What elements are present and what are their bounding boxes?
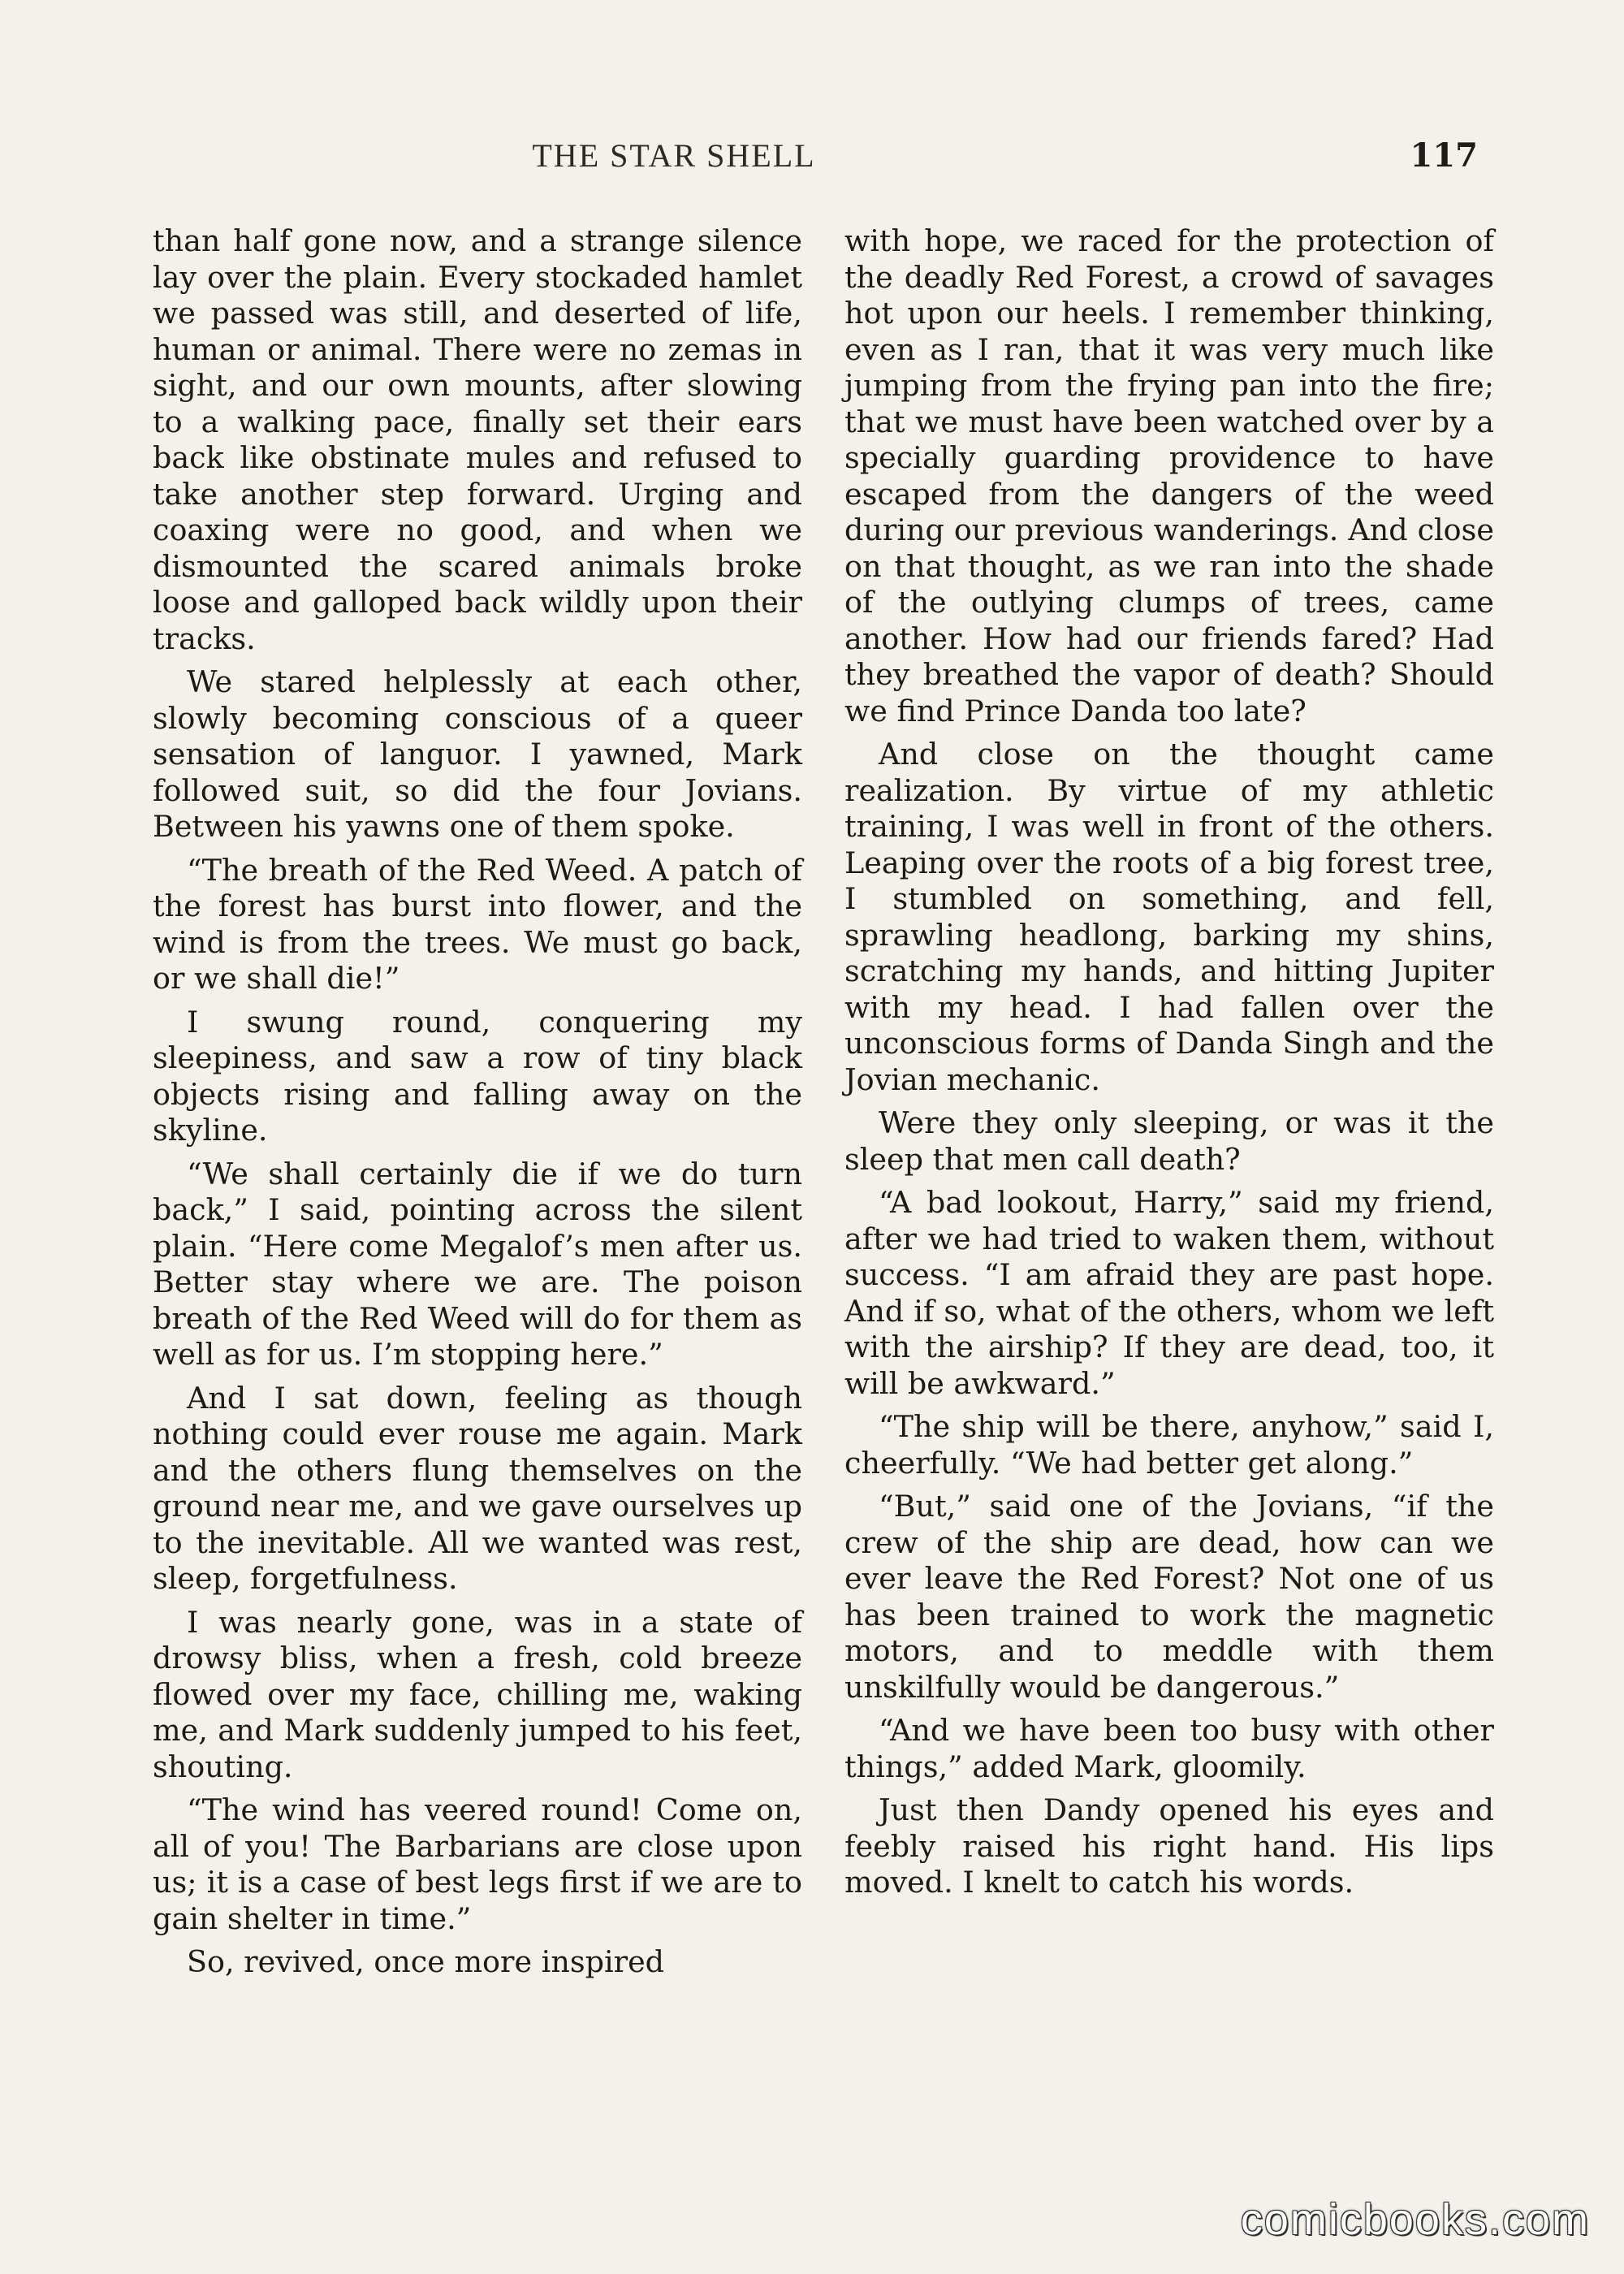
paragraph: “The wind has veered round! Come on, all of you! The Barbarians are close upon us; it is a case of best legs first if we are to gain shelter in time.” [153, 1792, 802, 1936]
left-column [153, 223, 802, 1988]
paragraph: “We shall certainly die if we do turn back,” I said, pointing across the silent plain. “Here come Megalof’s men after us. Better stay where we are. The poison breath of the Red Weed will do for them as well as for us. I’m stopping here.” [153, 1156, 802, 1372]
paragraph: Just then Dandy opened his eyes and feebly raised his right hand. His lips moved. I knelt to catch his words. [844, 1792, 1494, 1900]
paragraph: “But,” said one of the Jovians, “if the crew of the ship are dead, how can we ever leave the Red Forest? Not one of us has been trained to work the magnetic motors, and to meddle with them unskilfully would be dangerous.” [844, 1489, 1494, 1705]
paragraph: “The ship will be there, anyhow,” said I, cheerfully. “We had better get along.” [844, 1409, 1494, 1481]
paragraph: And I sat down, feeling as though nothing could ever rouse me again. Mark and the others flung themselves on the ground near me, and we gave ourselves up to the inevitable. All we wanted was rest, sleep, forgetfulness. [153, 1380, 802, 1596]
right-column [844, 223, 1494, 1909]
paragraph: “The breath of the Red Weed. A patch of the forest has burst into flower, and the wind is from the trees. We must go back, or we shall die!” [153, 852, 802, 996]
paragraph: So, revived, once more inspired [187, 1944, 665, 1979]
watermark: comicbooks.com [1240, 2195, 1590, 2244]
paragraph: We stared helplessly at each other, slowly becoming conscious of a queer sensation of languor. I yawned, Mark followed suit, so did the four Jovians. Between his yawns one of them spoke. [153, 664, 802, 844]
paragraph: with hope, we raced for the protection of the deadly Red Forest, a crowd of savages hot upon our heels. I remember thinking, even as I ran, that it was very much like jumping from the frying pan into the fire; that we must have been watched over by a specially guarding providence to have escaped from the dangers of the weed during our previous wanderings. And close on that thought, as we ran into the shade of the outlying clumps of trees, came another. How had our friends fared? Had they breathed the vapor of death? Should we find Prince Danda too late? [844, 223, 1494, 728]
paragraph: Were they only sleeping, or was it the sleep that men call death? [844, 1105, 1494, 1177]
paragraph: I was nearly gone, was in a state of drowsy bliss, when a fresh, cold breeze flowed over my face, chilling me, waking me, and Mark suddenly jumped to his feet, shouting. [153, 1604, 802, 1784]
paragraph: “And we have been too busy with other things,” added Mark, gloomily. [844, 1713, 1494, 1784]
paragraph: than half gone now, and a strange silence lay over the plain. Every stockaded hamlet we passed was still, and deserted of life, human or animal. There were no zemas in sight, and our own mounts, after slowing to a walking pace, finally set their ears back like obstinate mules and refused to take another step forward. Urging and coaxing were no good, and when we dismounted the scared animals broke loose and galloped back wildly upon their tracks. [153, 223, 802, 656]
paragraph: I swung round, conquering my sleepiness, and saw a row of tiny black objects rising and falling away on the skyline. [153, 1004, 802, 1148]
page-header [146, 136, 1478, 185]
page-number: 117 [1410, 136, 1478, 175]
running-title: THE STAR SHELL [532, 137, 816, 174]
paragraph: And close on the thought came realization. By virtue of my athletic training, I was well in front of the others. Leaping over the roots of a big forest tree, I stumbled on something, and fell, sprawling headlong, barking my shins, scratching my hands, and hitting Jupiter with my head. I had fallen over the unconscious forms of Danda Singh and the Jovian mechanic. [844, 737, 1494, 1097]
paragraph: “A bad lookout, Harry,” said my friend, after we had tried to waken them, without success. “I am afraid they are past hope. And if so, what of the others, whom we left with the airship? If they are dead, too, it will be awkward.” [844, 1185, 1494, 1401]
